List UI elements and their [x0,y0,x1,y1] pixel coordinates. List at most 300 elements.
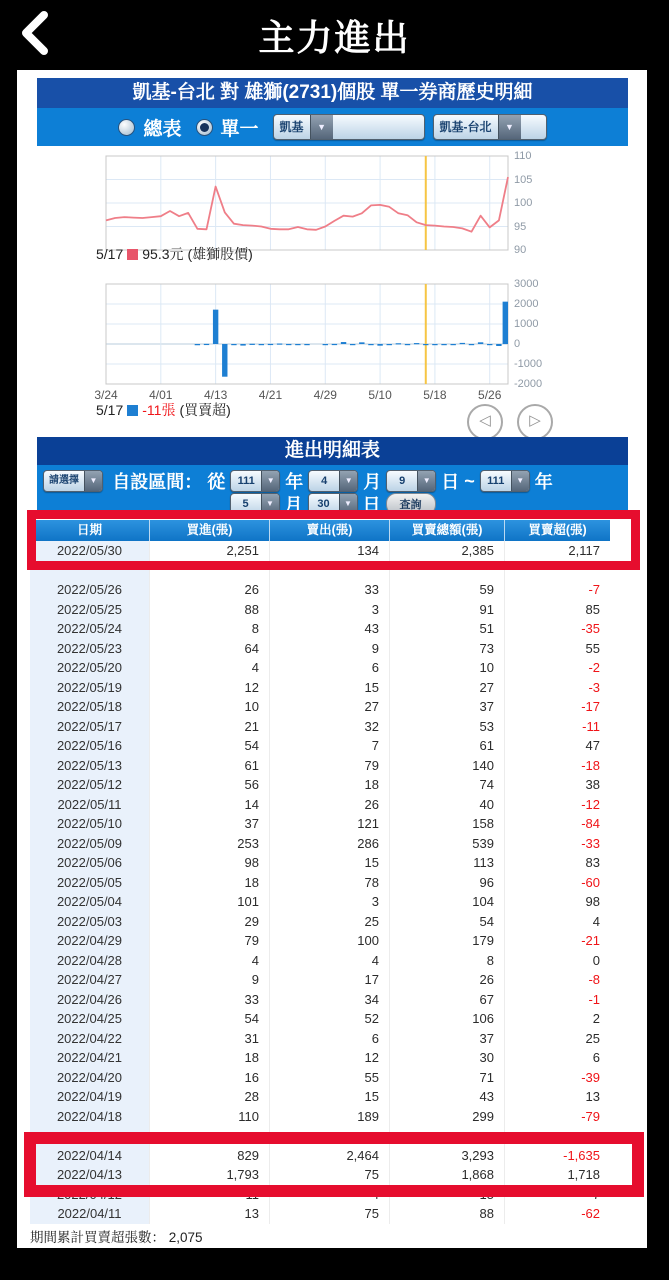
x-axis-tick: 4/01 [149,388,173,402]
chevron-down-icon: ▼ [417,471,435,491]
summary-footer [30,1226,203,1246]
content-card [17,70,647,1248]
value-cell: -2 [588,660,600,675]
value-cell: 10 [390,658,505,678]
value-cell: 7 [270,736,390,756]
table-row [30,678,610,698]
value-cell: 134 [270,541,390,561]
legend-square-icon [127,405,138,416]
range-label: 自設區間： [112,472,203,492]
date-cell: 2022/04/27 [30,970,150,990]
from-label: 從 [207,472,226,492]
column-header: 買進(張) [150,520,270,541]
value-cell: 83 [585,855,600,870]
value-cell: 33 [270,580,390,600]
value-cell: 2,464 [270,1146,390,1166]
value-cell: 12 [270,1048,390,1068]
value-cell: 13 [585,1089,600,1104]
value-cell: 25 [585,1030,600,1046]
radio-summary-label: 總表 [143,118,182,140]
value-cell: 64 [150,639,270,659]
arrow-left-icon: ◁ [479,412,491,429]
value-cell: 18 [150,1048,270,1068]
date-cell: 2022/04/22 [30,1029,150,1049]
filter-line-to [37,493,628,515]
value-cell [390,1126,505,1146]
day-unit-label: 日 [362,495,381,515]
table-row [30,1029,610,1049]
value-cell: 140 [390,756,505,776]
x-axis-tick: 5/26 [478,388,502,402]
table-row [30,970,610,990]
table-row-hidden [30,1126,610,1146]
value-cell: -7 [588,582,600,597]
value-cell: -35 [581,621,600,636]
value-cell: 61 [390,736,505,756]
column-header: 日期 [30,520,150,541]
date-cell: 2022/05/16 [30,736,150,756]
table-row [30,873,610,893]
table-row [30,658,610,678]
value-cell: -62 [581,1206,600,1221]
value-cell [390,561,505,581]
value-cell: 78 [270,873,390,893]
value-cell: -12 [581,796,600,812]
value-cell: -8 [588,972,600,987]
value-cell: 34 [270,990,390,1010]
value-cell: 27 [270,697,390,717]
value-cell: 4 [592,913,600,929]
filter-line-from [37,468,628,494]
value-cell: 98 [585,894,600,909]
from-day-value: 9 [399,475,406,487]
value-cell: 88 [390,1204,505,1224]
date-range-filter [37,465,628,515]
netbuy-chart-legend [96,400,231,420]
value-cell: 43 [270,619,390,639]
value-cell: 18 [270,775,390,795]
value-cell: 79 [150,931,270,951]
table-row [30,853,610,873]
value-cell: 31 [150,1029,270,1049]
y-axis-tick: 110 [514,150,532,162]
detail-section-title: 進出明細表 [37,437,628,465]
x-axis-tick: 5/18 [423,388,447,402]
value-cell: 26 [150,580,270,600]
value-cell: 6 [270,1029,390,1049]
date-cell: 2022/05/30 [30,541,150,561]
table-row [30,931,610,951]
value-cell: -3 [588,679,600,695]
value-cell [270,1126,390,1146]
value-cell: 12 [150,678,270,698]
from-year-value: 111 [237,475,255,487]
date-cell: 2022/04/19 [30,1087,150,1107]
date-cell: 2022/04/13 [30,1165,150,1185]
date-cell: 2022/05/11 [30,795,150,815]
value-cell: 1,868 [390,1165,505,1185]
value-cell: 110 [150,1107,270,1127]
date-cell: 2022/05/20 [30,658,150,678]
date-cell: 2022/05/19 [30,678,150,698]
value-cell: 27 [390,678,505,698]
value-cell: -33 [581,835,600,851]
value-cell: 29 [150,912,270,932]
search-button[interactable]: 查詢 [386,493,436,515]
value-cell: 829 [150,1146,270,1166]
value-cell: 43 [390,1087,505,1107]
date-cell: 2022/05/05 [30,873,150,893]
value-cell: 75 [270,1165,390,1185]
table-row [30,990,610,1010]
y-axis-tick: 95 [514,220,527,233]
table-row [30,834,610,854]
date-cell: 2022/04/11 [30,1204,150,1224]
chevron-down-icon: ▼ [261,471,279,491]
value-cell: -60 [581,874,600,890]
value-cell: 88 [150,600,270,620]
y-axis-tick: 2000 [514,298,539,310]
table-row [30,697,610,717]
value-cell: 51 [390,619,505,639]
to-day-select[interactable] [308,493,358,515]
y-axis-tick: -1000 [514,358,543,370]
value-cell: 71 [390,1068,505,1088]
chevron-down-icon: ▼ [498,115,521,139]
summary-label: 期間累計買賣超張數： [30,1230,165,1245]
date-cell: 2022/05/18 [30,697,150,717]
value-cell: 26 [390,970,505,990]
value-cell: 37 [390,1029,505,1049]
value-cell: 25 [270,912,390,932]
value-cell [505,561,610,581]
price-chart-legend [96,244,253,264]
value-cell: 15 [270,678,390,698]
table-row [30,795,610,815]
value-cell: 53 [390,717,505,737]
value-cell: 33 [150,990,270,1010]
table-row [30,1165,610,1185]
table-row [30,1185,610,1205]
y-axis-tick: 0 [514,338,521,350]
value-cell: 2,117 [568,543,600,558]
date-cell [30,1126,150,1146]
value-cell: 54 [150,736,270,756]
value-cell: 55 [270,1068,390,1088]
value-cell: 17 [270,970,390,990]
chart-prev-button[interactable] [467,404,503,440]
date-cell: 2022/05/17 [30,717,150,737]
value-cell: 11 [150,1185,270,1205]
table-row [30,619,610,639]
table-row [30,814,610,834]
legend-date: 5/17 [96,246,124,262]
x-axis-tick: 4/21 [258,388,283,402]
value-cell: 15 [390,1185,505,1205]
value-cell [150,561,270,581]
date-cell: 2022/05/06 [30,853,150,873]
date-cell: 2022/04/14 [30,1146,150,1166]
value-cell: 15 [270,1087,390,1107]
value-cell: 8 [390,951,505,971]
value-cell: 113 [390,853,505,873]
x-axis-tick: 3/24 [94,388,118,402]
value-cell: -17 [581,699,600,714]
y-axis-tick: 90 [514,244,527,256]
table-row [30,951,610,971]
y-axis-tick: 100 [514,197,533,209]
value-cell: 79 [270,756,390,776]
column-header: 買賣總額(張) [390,520,505,541]
legend-square-icon [127,249,138,260]
from-month-value: 4 [321,475,328,487]
date-cell [30,561,150,581]
broker-select[interactable] [273,114,425,140]
table-row [30,717,610,737]
value-cell: 1,718 [567,1167,600,1182]
table-row-hidden [30,561,610,581]
value-cell: 85 [585,601,600,617]
value-cell: 96 [390,873,505,893]
legend-series-name: (雄獅股價) [187,246,253,262]
from-month-select[interactable] [308,470,358,492]
value-cell: 10 [150,697,270,717]
chevron-down-icon: ▼ [339,494,357,514]
table-row [30,1048,610,1068]
tilde-label: ~ [464,470,475,491]
value-cell: 13 [150,1204,270,1224]
y-axis-tick: -2000 [514,378,543,390]
detail-table [30,520,610,1224]
value-cell [150,1126,270,1146]
to-day-value: 30 [317,498,330,510]
x-axis-tick: 5/10 [368,388,392,402]
value-cell: 54 [150,1009,270,1029]
value-cell: 3 [270,600,390,620]
table-row [30,756,610,776]
value-cell: -1,635 [563,1147,600,1163]
chevron-down-icon: ▼ [511,471,529,491]
value-cell: 54 [390,912,505,932]
value-cell [270,561,390,581]
top-navigation-bar [0,0,669,66]
value-cell: 3 [270,892,390,912]
value-cell: 9 [270,639,390,659]
table-row [30,912,610,932]
day-unit-label: 日 [441,472,460,492]
date-cell: 2022/05/23 [30,639,150,659]
date-cell: 2022/05/10 [30,814,150,834]
value-cell: 158 [390,814,505,834]
date-cell: 2022/05/04 [30,892,150,912]
chevron-down-icon: ▼ [339,471,357,491]
value-cell [505,1126,610,1146]
value-cell: 2,385 [390,541,505,561]
detail-table-body [30,541,610,1224]
value-cell: -1 [588,991,600,1007]
radio-single-label: 單一 [220,118,259,140]
value-cell: 539 [390,834,505,854]
value-cell: 286 [270,834,390,854]
date-cell: 2022/04/29 [30,931,150,951]
value-cell: 7 [592,1186,600,1202]
panel-title: 凱基-台北 對 雄獅(2731)個股 單一券商歷史明細 [37,78,628,108]
value-cell: 73 [390,639,505,659]
value-cell: 52 [270,1009,390,1029]
date-cell: 2022/04/26 [30,990,150,1010]
x-axis-tick: 4/29 [313,388,337,402]
year-unit-label: 年 [285,472,304,492]
value-cell: 38 [585,777,600,792]
branch-select[interactable] [433,114,547,140]
date-cell: 2022/04/18 [30,1107,150,1127]
value-cell: 15 [270,853,390,873]
value-cell: 98 [150,853,270,873]
to-year-value: 111 [487,475,505,487]
legend-value: 95.3元 [142,246,184,262]
table-row [30,600,610,620]
to-year-select[interactable] [480,470,530,492]
value-cell: 4 [150,951,270,971]
value-cell: 101 [150,892,270,912]
price-line-chart [106,156,508,250]
value-cell: 2 [592,1011,600,1026]
date-cell: 2022/05/09 [30,834,150,854]
value-cell: 18 [150,873,270,893]
date-cell: 2022/05/26 [30,580,150,600]
date-cell: 2022/05/03 [30,912,150,932]
value-cell: 253 [150,834,270,854]
table-row [30,892,610,912]
summary-value: 2,075 [168,1230,203,1245]
legend-series-name: (買賣超) [179,402,231,418]
value-cell: 8 [150,619,270,639]
value-cell: 2,251 [150,541,270,561]
value-cell: 106 [390,1009,505,1029]
page-title: 主力進出 [258,17,411,58]
value-cell: 9 [150,970,270,990]
value-cell: 32 [270,717,390,737]
table-row [30,736,610,756]
value-cell: 1,793 [150,1165,270,1185]
radio-summary[interactable] [118,119,135,136]
value-cell: 4 [270,951,390,971]
x-axis-tick: 4/13 [203,388,228,402]
column-header: 賣出(張) [270,520,390,541]
value-cell: 6 [270,658,390,678]
value-cell: -11 [582,718,600,734]
branch-select-value: 凱基-台北 [439,120,492,134]
table-row [30,775,610,795]
date-cell: 2022/04/12 [30,1185,150,1205]
value-cell: 100 [270,931,390,951]
value-cell: 121 [270,814,390,834]
value-cell: 4 [150,658,270,678]
value-cell: 30 [390,1048,505,1068]
value-cell: 104 [390,892,505,912]
y-axis-tick: 1000 [514,318,539,330]
value-cell: 56 [150,775,270,795]
value-cell: 6 [592,1050,600,1065]
value-cell: 189 [270,1107,390,1127]
date-cell: 2022/04/20 [30,1068,150,1088]
chevron-down-icon: ▼ [84,471,102,491]
date-cell: 2022/04/21 [30,1048,150,1068]
table-row [30,1009,610,1029]
value-cell: -18 [581,757,600,773]
to-month-value: 5 [242,498,249,510]
radio-single[interactable] [196,119,213,136]
value-cell: 40 [390,795,505,815]
value-cell: 28 [150,1087,270,1107]
value-cell: -84 [581,816,600,831]
table-row [30,1068,610,1088]
view-controls [37,108,628,146]
value-cell: 37 [390,697,505,717]
value-cell: 47 [585,738,600,753]
table-row [30,1204,610,1224]
date-cell: 2022/05/13 [30,756,150,776]
year-unit-label: 年 [534,472,553,492]
value-cell: 4 [270,1185,390,1205]
table-row [30,1107,610,1127]
chevron-down-icon: ▼ [261,494,279,514]
value-cell: 61 [150,756,270,776]
value-cell: 16 [150,1068,270,1088]
from-day-select[interactable] [386,470,436,492]
value-cell: 74 [390,775,505,795]
value-cell: 67 [390,990,505,1010]
value-cell: 91 [390,600,505,620]
value-cell: -39 [581,1069,600,1085]
value-cell: 3,293 [390,1146,505,1166]
broker-select-value: 凱基 [279,120,304,134]
date-cell: 2022/05/25 [30,600,150,620]
from-year-select[interactable] [230,470,280,492]
value-cell: -79 [581,1108,600,1124]
date-cell: 2022/04/28 [30,951,150,971]
month-unit-label: 月 [363,472,382,492]
value-cell: 14 [150,795,270,815]
date-cell: 2022/05/24 [30,619,150,639]
value-cell: 26 [270,795,390,815]
detail-table-header [30,520,610,541]
netbuy-bar-chart [106,284,508,384]
legend-date: 5/17 [96,402,124,418]
to-month-select[interactable] [230,493,280,515]
table-row [30,1146,610,1166]
date-cell: 2022/04/25 [30,1009,150,1029]
value-cell: 37 [150,814,270,834]
month-unit-label: 月 [284,495,303,515]
table-row [30,580,610,600]
arrow-right-icon: ▷ [529,412,541,429]
table-row [30,1087,610,1107]
legend-value: -11張 [142,402,176,418]
value-cell: 0 [592,952,600,968]
value-cell: 179 [390,931,505,951]
table-row [30,639,610,659]
chart-next-button[interactable] [517,404,553,440]
value-cell: 299 [390,1107,505,1127]
table-row [30,541,610,561]
value-cell: 21 [150,717,270,737]
value-cell: 59 [390,580,505,600]
y-axis-tick: 3000 [514,278,539,290]
value-cell: -21 [581,933,600,948]
column-header: 買賣超(張) [528,523,587,537]
chevron-down-icon: ▼ [310,115,333,139]
